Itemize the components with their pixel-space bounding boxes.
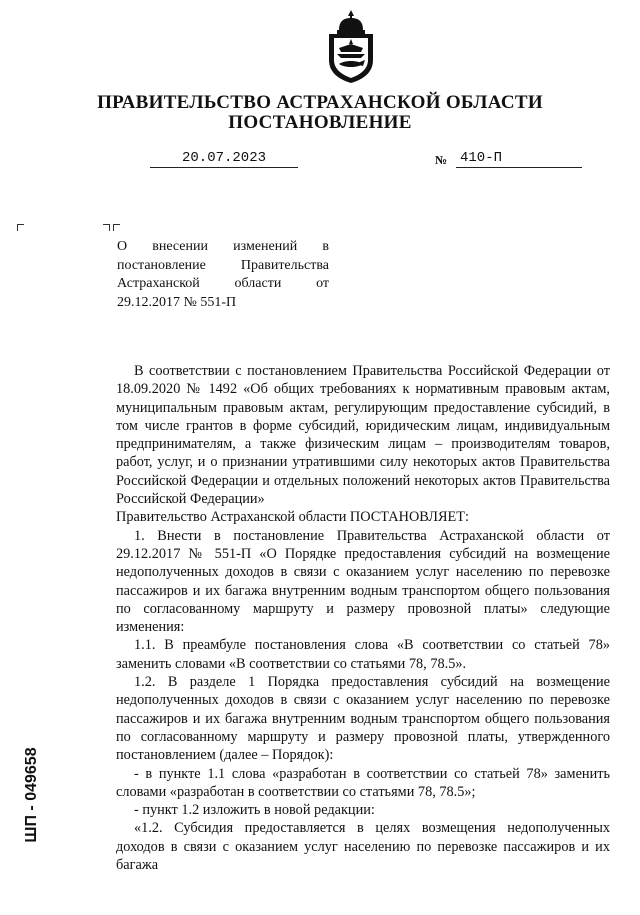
resolution-line: Правительство Астраханской области ПОСТАНОВЛЯЕТ: bbox=[116, 509, 469, 526]
clause-1-2: 1.2. В разделе 1 Порядка предоставления субсидий на возмещение недополученных доходов в связи с оказанием услуг населению по перевозке пассажиров и их багажа внутренним водным транспортом общего пользования по согласованному маршруту и размеру провозной платы, утвержденного постановлением (далее – Порядок): bbox=[116, 674, 610, 764]
clause-1-2-new-text: «1.2. Субсидия предоставляется в целях возмещения недополученных доходов в связи с оказанием услуг населению по перевозке пассажиров и их багажа bbox=[116, 820, 610, 874]
document-date: 20.07.2023 bbox=[150, 150, 298, 168]
document-body bbox=[116, 362, 610, 874]
number-sign: № bbox=[435, 153, 448, 167]
clause-1-2-item-1: - в пункте 1.1 слова «разработан в соответствии со статьей 78» заменить словами «разработан в соответствии со статьями 78, 78.5»; bbox=[116, 765, 610, 800]
document-type-title: ПОСТАНОВЛЕНИЕ bbox=[228, 112, 412, 133]
corner-mark-left bbox=[17, 224, 24, 231]
document-subject: О внесении изменений в постановление Правительства Астраханской области от 29.12.2017 № 551-П bbox=[117, 239, 329, 310]
corner-mark-middle-left bbox=[113, 224, 120, 231]
coat-of-arms-emblem bbox=[325, 8, 377, 84]
clause-1-2-item-2: - пункт 1.2 изложить в новой редакции: bbox=[134, 802, 375, 819]
corner-mark-middle-right bbox=[103, 224, 110, 231]
clause-1: 1. Внести в постановление Правительства Астраханской области от 29.12.2017 № 551-П «О Порядке предоставления субсидий на возмещение недополученных доходов в связи с оказанием услуг населению по перевозке пассажиров и их багажа внутренним водным транспортом общего пользования по согласованному маршруту и размеру провозной платы» следующие изменения: bbox=[116, 527, 610, 636]
side-serial-number: ШП - 049658 bbox=[23, 747, 40, 843]
government-title: ПРАВИТЕЛЬСТВО АСТРАХАНСКОЙ ОБЛАСТИ bbox=[97, 92, 543, 113]
clause-1-1: 1.1. В преамбуле постановления слова «В соответствии со статьей 78» заменить словами «В соответствии со статьями 78, 78.5». bbox=[116, 637, 610, 672]
side-serial-stamp bbox=[22, 740, 42, 850]
preamble-paragraph: В соответствии с постановлением Правительства Российской Федерации от 18.09.2020 № 1492 «Об общих требованиях к нормативным правовым актам, муниципальным правовым актам, регулирующим предоставление субсидий, в том числе грантов в форме субсидий, юридическим лицам, индивидуальным предпринимателям, а также физическим лицам – производителям товаров, работ, услуг, и о признании утратившими силу некоторых актов Правительства Российской Федерации и отдельных положений некоторых актов Правительства Российской Федерации» bbox=[116, 363, 610, 508]
document-number: 410-П bbox=[456, 150, 582, 168]
